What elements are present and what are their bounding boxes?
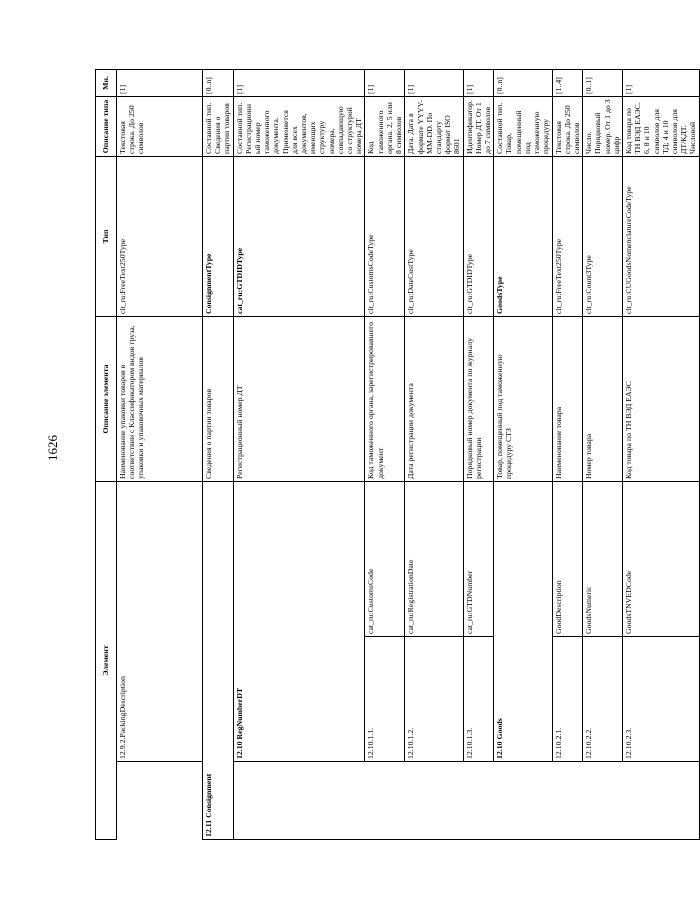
type-description: Идентификатор. Номер ДТ. От 1 до 7 символов (463, 96, 494, 156)
type-cell: clt_ru:FreeText250Type (552, 156, 583, 316)
col-header-element: Элемент (96, 481, 117, 839)
type-description: Код таможенного органа. 2, 5 или 8 символов (365, 96, 405, 156)
element-description: Наименование товара (552, 316, 583, 481)
col-header-multiplicity: Мн. (96, 69, 117, 96)
element-description: Код таможенного органа, зарегистрировавшего документ (365, 316, 405, 481)
multiplicity: [1] (463, 69, 494, 96)
col-header-type-description: Описание типа (96, 96, 117, 156)
multiplicity: [1] (233, 69, 365, 96)
type-description: Составной тип. Сведения о партии товаров (203, 96, 234, 156)
multiplicity: [1..4] (552, 69, 583, 96)
element-cell: 12.9.2.PackingDescription (117, 481, 203, 761)
element-name: cat_ru:GTDNumber (463, 481, 494, 636)
element-description: Дата регистрации документа (405, 316, 463, 481)
multiplicity: [0..n] (494, 69, 552, 96)
table-row (405, 69, 463, 839)
element-description: Товар, помещенный под таможенную процедуру СТЗ (494, 316, 552, 481)
col-header-element-description: Описание элемента (96, 316, 117, 481)
element-name: GoodsNumeric (583, 481, 623, 636)
rotated-page (95, 70, 698, 840)
type-cell: clt_ru:CUGoodsNomenclatureCodeType (622, 156, 699, 316)
table-row (622, 69, 699, 839)
multiplicity: [1] (622, 69, 699, 96)
indent-cell (622, 762, 699, 840)
multiplicity: [0..n] (203, 69, 234, 96)
table-row (203, 69, 234, 839)
element-description: Порядковый номер документа по журналу регистрации (463, 316, 494, 481)
element-name: cat_ru:RegistrationDate (405, 481, 463, 636)
type-cell: cat_ru:GTDIDType (233, 156, 365, 316)
element-number: 12.10.2.1. (552, 637, 583, 762)
multiplicity: [1] (117, 69, 203, 96)
multiplicity: [1] (365, 69, 405, 96)
indent-cell (463, 762, 494, 840)
table-row (552, 69, 583, 839)
type-cell: ConsignmentType (203, 156, 234, 316)
type-cell: clt_ru:GTDIDType (463, 156, 494, 316)
table-row (463, 69, 494, 839)
type-cell: GoodsType (494, 156, 552, 316)
table-row (233, 69, 365, 839)
element-number: 12.10.1.2. (405, 637, 463, 762)
element-description: Регистрационный номер ДТ (233, 316, 365, 481)
element-cell: 12.11 Consignment (203, 481, 234, 839)
element-description: Сведения о партии товаров (203, 316, 234, 481)
type-description: Число. Порядковый номер. От 1 до 3 цифр (583, 96, 623, 156)
table-row (494, 69, 552, 839)
element-cell: 12.10 Goods (494, 481, 552, 761)
element-number: 12.10.2.3. (622, 637, 699, 762)
type-cell: clt_ru:Count3Type (583, 156, 623, 316)
type-description: Код товара по ТН ВЭД ЕАЭС. 6, 8 и 10 символов для ТД; 4 и 10 символов для ДТ/КДТ. Числовой (622, 96, 699, 156)
indent-cell (117, 762, 203, 840)
type-description: Составной тип. Товар, помещенный под таможенную процедуру (494, 96, 552, 156)
col-header-type: Тип (96, 156, 117, 316)
type-description: Дата. Дата в формате YYYY-MM-DD. По стандарту формат ISO 8601 (405, 96, 463, 156)
indent-cell (583, 762, 623, 840)
element-cell: 12.10 RegNumberDT (233, 481, 365, 761)
type-description: Текстовая строка. До 250 символов (117, 96, 203, 156)
type-cell: clt_ru:FreeText250Type (117, 156, 203, 316)
element-name: GoodsTNVEDCode (622, 481, 699, 636)
table-row (583, 69, 623, 839)
element-number: 12.10.1.3. (463, 637, 494, 762)
elements-table (95, 69, 700, 840)
page-number: 1626 (45, 435, 60, 461)
element-name: cat_ru:CustomsCode (365, 481, 405, 636)
indent-cell (365, 762, 405, 840)
element-description: Код товара по ТН ВЭД ЕАЭС (622, 316, 699, 481)
indent-cell (494, 762, 552, 840)
element-number: 12.10.1.1. (365, 637, 405, 762)
type-description: Текстовая строка. До 250 символов (552, 96, 583, 156)
indent-cell (405, 762, 463, 840)
type-description: Составной тип. Регистрационный номер таможенного документа. Применяется для всех документов, имеющих структуру номера, совпадающую со структурой номера ДТ (233, 96, 365, 156)
element-description: Наименование упаковки товаров в соответствии с Классификатором видов груза, упаковки и упаковочных материалов (117, 316, 203, 481)
type-cell: clt_ru:CustomsCodeType (365, 156, 405, 316)
table-header-row (96, 69, 117, 839)
table-row (365, 69, 405, 839)
element-description: Номер товара (583, 316, 623, 481)
element-name: GoodDescription (552, 481, 583, 636)
indent-cell (552, 762, 583, 840)
indent-cell (233, 762, 365, 840)
multiplicity: [1] (405, 69, 463, 96)
multiplicity: [0..1] (583, 69, 623, 96)
table-row (117, 69, 203, 839)
element-number: 12.10.2.2. (583, 637, 623, 762)
type-cell: clt_ru:DateCustType (405, 156, 463, 316)
